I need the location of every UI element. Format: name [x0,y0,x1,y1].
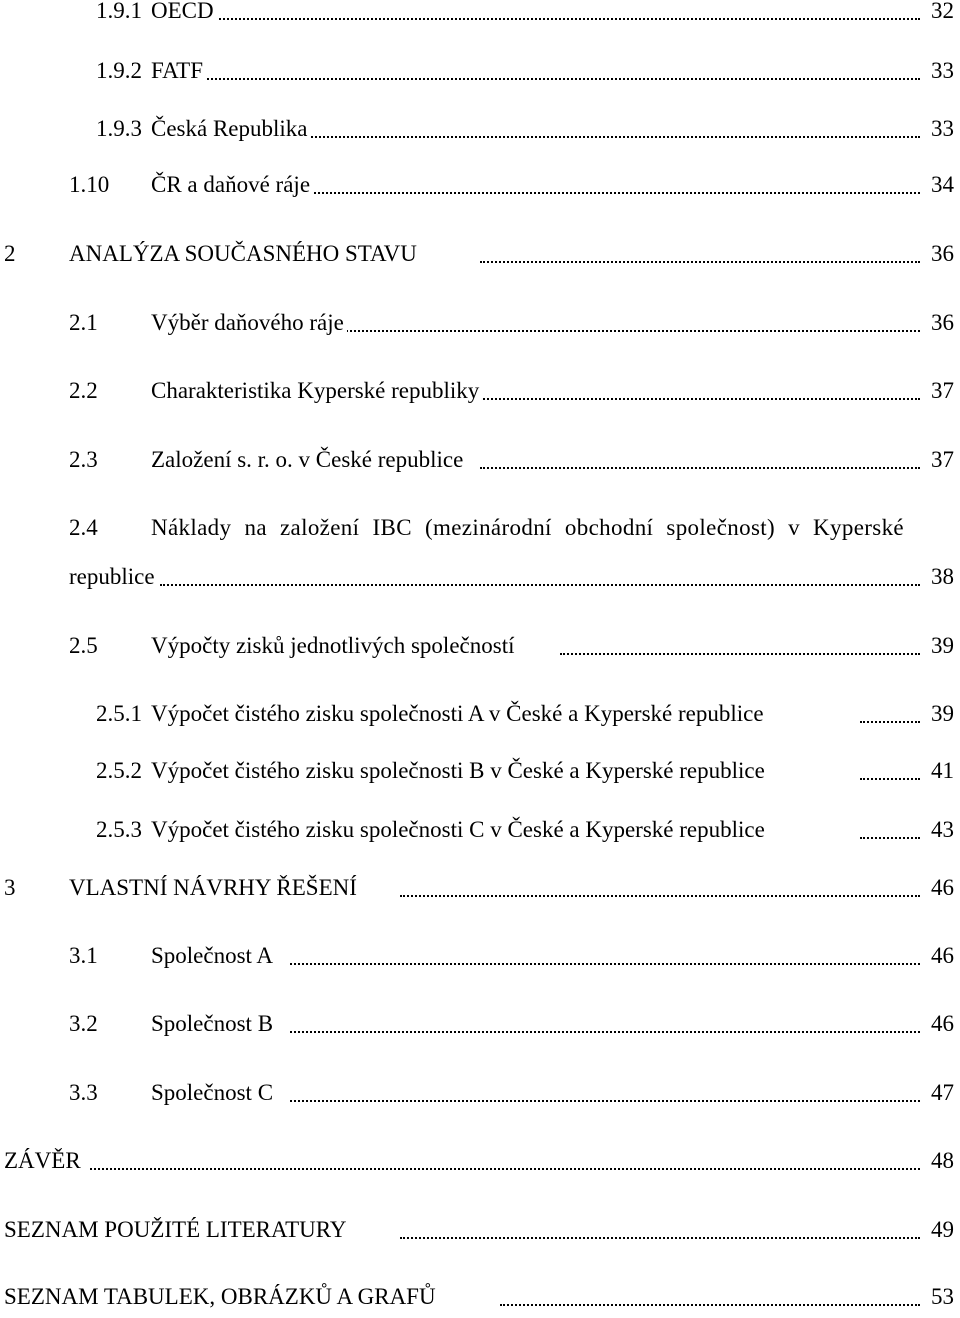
toc-title: ZÁVĚR [4,1149,84,1172]
dot-leader [480,261,920,263]
toc-number: 2 [4,241,16,266]
toc-page-number: 37 [928,448,954,471]
toc-title: FATF [151,59,206,82]
toc-title: Výběr daňového ráje [151,311,347,334]
dot-leader [330,330,920,332]
toc-entry-1-10[interactable] [0,166,960,206]
toc-page-number: 49 [928,1218,954,1241]
toc-number: 1.9.1 [96,0,142,23]
toc-entry-1-9-2[interactable] [0,52,960,92]
dot-leader [300,136,920,138]
dot-leader [160,584,920,586]
toc-page-number: 34 [928,173,954,196]
toc-title: SEZNAM TABULEK, OBRÁZKŮ A GRAFŮ [4,1285,439,1308]
toc-number: 3.2 [69,1011,98,1036]
dot-leader [860,721,920,723]
toc-entry-3[interactable] [0,869,960,909]
toc-page-number: 46 [928,876,954,899]
toc-page-number: 38 [928,565,954,588]
toc-title: ČR a daňové ráje [151,173,313,196]
toc-entry-2-1[interactable] [0,304,960,344]
toc-page-number: 46 [928,1012,954,1035]
toc-page-number: 53 [928,1285,954,1308]
toc-title: OECD [151,0,217,22]
toc-page-number: 46 [928,944,954,967]
toc-number: 2.3 [69,447,98,472]
toc-page-number: 37 [928,379,954,402]
toc-entry-1-9-1[interactable] [0,0,960,32]
toc-entry-3-1[interactable] [0,937,960,977]
toc-page-number: 33 [928,117,954,140]
toc-entry-2-5-3[interactable] [0,811,960,851]
toc-number: 2.5 [69,633,98,658]
toc-entry-2-2[interactable] [0,372,960,412]
toc-title: VLASTNÍ NÁVRHY ŘEŠENÍ [69,876,360,899]
toc-title: Česká Republika [151,117,311,140]
toc-number: 2.5.3 [96,817,142,842]
toc-entry-2-5-1[interactable] [0,695,960,735]
dot-leader [400,895,920,897]
toc-page-number: 41 [928,759,954,782]
dot-leader [180,78,920,80]
toc-entry-2-4-line2[interactable] [0,558,960,598]
toc-page-number: 36 [928,242,954,265]
toc-title: SEZNAM POUŽITÉ LITERATURY [4,1218,349,1241]
toc-entry-3-2[interactable] [0,1005,960,1045]
dot-leader [290,1100,920,1102]
toc-title: Společnost B [151,1012,276,1035]
toc-title-continued: republice [69,565,158,588]
toc-entry-2-4-line1[interactable] [0,509,960,549]
toc-page-number: 32 [928,0,954,22]
toc-entry-3-3[interactable] [0,1074,960,1114]
toc-entry-2-5[interactable] [0,627,960,667]
toc-title: Společnost C [151,1081,276,1104]
toc-title: Výpočet čistého zisku společnosti A v České a Kyperské republice [151,702,767,725]
dot-leader [500,1304,920,1306]
dot-leader [310,192,920,194]
toc-title: Společnost A [151,944,276,967]
toc-entry-2-3[interactable] [0,441,960,481]
toc-number: 3.1 [69,943,98,968]
toc-number: 2.5.1 [96,701,142,726]
toc-number: 2.1 [69,310,98,335]
toc-number: 1.9.2 [96,58,142,83]
toc-title: Charakteristika Kyperské republiky [151,379,482,402]
dot-leader [290,963,920,965]
toc-number: 3.3 [69,1080,98,1105]
toc-title: ANALÝZA SOUČASNÉHO STAVU [69,242,420,265]
toc-page-number: 39 [928,634,954,657]
toc-page-number: 48 [928,1149,954,1172]
toc-entry-1-9-3[interactable] [0,110,960,150]
dot-leader [480,467,920,469]
dot-leader [90,1168,920,1170]
toc-entry-literatura[interactable] [0,1211,960,1251]
toc-number: 2.4 [69,515,98,540]
toc-number: 1.9.3 [96,116,142,141]
toc-number: 3 [4,875,16,900]
toc-number: 2.2 [69,378,98,403]
toc-title: Náklady na založení IBC (mezinárodní obchodní společnost) v Kyperské [151,515,904,540]
toc-number: 2.5.2 [96,758,142,783]
toc-page-number: 43 [928,818,954,841]
toc-title: Založení s. r. o. v České republice [151,448,466,471]
dot-leader [860,778,920,780]
toc-title: Výpočty zisků jednotlivých společností [151,634,517,657]
dot-leader [290,1031,920,1033]
toc-entry-2[interactable] [0,235,960,275]
toc-page-number: 47 [928,1081,954,1104]
dot-leader [180,18,920,20]
toc-entry-seznam-tabulek[interactable] [0,1278,960,1318]
dot-leader [480,398,920,400]
toc-entry-zaver[interactable] [0,1142,960,1182]
toc-title: Výpočet čistého zisku společnosti C v České a Kyperské republice [151,818,768,841]
dot-leader [560,653,920,655]
toc-page-number: 39 [928,702,954,725]
toc-number: 1.10 [69,172,110,197]
dot-leader [400,1237,920,1239]
toc-page-number: 36 [928,311,954,334]
dot-leader [860,837,920,839]
toc-title: Výpočet čistého zisku společnosti B v České a Kyperské republice [151,759,768,782]
toc-page-number: 33 [928,59,954,82]
toc-entry-2-5-2[interactable] [0,752,960,792]
